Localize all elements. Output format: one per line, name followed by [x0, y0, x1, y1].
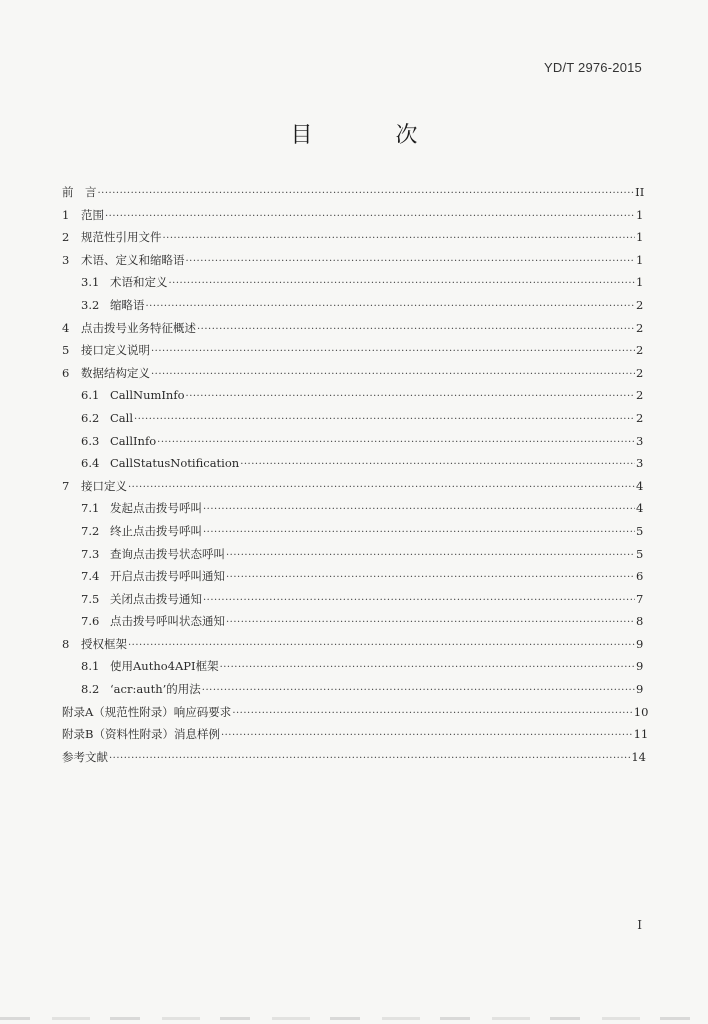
toc-entry-page: 5 [636, 523, 644, 538]
toc-entry[interactable] [62, 633, 642, 656]
toc-leader-dots [151, 341, 635, 364]
toc-leader-dots [221, 725, 633, 748]
toc-entry-label: 点击拨号业务特征概述 [81, 320, 196, 335]
toc-entry-page: 9 [636, 659, 644, 674]
toc-title: 目 次 [290, 123, 456, 148]
toc-entry-label: ‘acr:auth’的用法 [110, 682, 201, 697]
toc-entry-label: 开启点击拨号呼叫通知 [110, 569, 225, 584]
toc-entry-label: 规范性引用文件 [81, 230, 162, 245]
toc-entry-number: 8.1 [81, 659, 100, 674]
toc-leader-dots [202, 680, 635, 703]
toc-leader-dots [128, 635, 635, 658]
toc-entry-number: 3 [62, 252, 70, 267]
toc-entry[interactable] [62, 701, 649, 724]
toc-entry-page: 9 [636, 682, 644, 697]
toc-entry-page: 5 [636, 546, 644, 561]
toc-entry-label: 前 言 [62, 185, 97, 199]
toc-entry-page: 2 [636, 410, 644, 425]
toc-entry[interactable] [62, 339, 642, 362]
toc-leader-dots [186, 251, 636, 274]
toc-entry-label: 关闭点击拨号通知 [110, 591, 202, 606]
toc-entry-page: 2 [636, 388, 644, 403]
toc-entry[interactable] [62, 384, 642, 407]
toc-leader-dots [203, 522, 635, 545]
toc-leader-dots [134, 409, 635, 432]
toc-entry-label: 术语、定义和缩略语 [81, 252, 185, 267]
table-of-contents [62, 181, 649, 768]
toc-entry-number: 7.4 [81, 569, 100, 584]
toc-entry-page: 9 [636, 636, 644, 651]
toc-entry[interactable] [62, 271, 642, 294]
toc-entry-number: 7.2 [81, 523, 100, 538]
toc-entry[interactable] [62, 226, 642, 249]
toc-entry-number: 3.1 [81, 275, 100, 290]
toc-entry-page: 4 [636, 501, 644, 516]
toc-entry-number: 2 [62, 230, 70, 245]
toc-leader-dots [220, 657, 635, 680]
toc-entry[interactable] [62, 588, 642, 611]
toc-leader-dots [169, 273, 636, 296]
toc-entry-label: 附录B（资料性附录）消息样例 [62, 727, 220, 742]
toc-entry-label: 发起点击拨号呼叫 [110, 501, 202, 516]
toc-entry-number: 6.3 [81, 433, 100, 448]
toc-leader-dots [203, 499, 635, 522]
toc-entry[interactable] [62, 249, 642, 272]
toc-leader-dots [105, 206, 635, 229]
toc-entry-page: 1 [636, 230, 644, 245]
toc-entry-label: 附录A（规范性附录）响应码要求 [62, 704, 232, 719]
toc-entry-page: 10 [633, 704, 649, 719]
toc-entry-page: 2 [636, 365, 644, 380]
toc-entry-label: CallStatusNotification [110, 456, 240, 471]
toc-entry[interactable] [62, 181, 645, 204]
toc-entry-label: 点击拨号呼叫状态通知 [110, 614, 225, 629]
toc-leader-dots [232, 703, 632, 726]
toc-entry-number: 6.1 [81, 388, 100, 403]
toc-entry-number: 3.2 [81, 297, 100, 312]
toc-entry-page: 2 [636, 343, 644, 358]
toc-entry-page: 3 [636, 433, 644, 448]
toc-entry-page: 2 [636, 297, 644, 312]
toc-entry-page: 1 [636, 275, 644, 290]
toc-entry-page: 4 [636, 478, 644, 493]
toc-entry-page: 7 [636, 591, 644, 606]
toc-entry[interactable] [62, 746, 646, 769]
toc-leader-dots [203, 590, 635, 613]
toc-entry-label: 使用Autho4API框架 [110, 659, 219, 674]
toc-entry-number: 5 [62, 343, 70, 358]
toc-entry-number: 8 [62, 636, 70, 651]
toc-entry-label: 数据结构定义 [81, 365, 150, 380]
toc-entry-number: 1 [62, 207, 70, 222]
toc-entry-label: 授权框架 [81, 636, 127, 651]
toc-entry[interactable] [62, 430, 642, 453]
toc-leader-dots [226, 567, 635, 590]
toc-entry-label: 查询点击拨号状态呼叫 [110, 546, 225, 561]
toc-entry-number: 7.5 [81, 591, 100, 606]
toc-entry-page: 8 [636, 614, 644, 629]
toc-entry-page: 11 [633, 727, 649, 742]
toc-entry-page: 1 [636, 252, 644, 267]
toc-entry[interactable] [62, 655, 642, 678]
toc-entry-label: Call [110, 410, 134, 425]
toc-entry-label: CallInfo [110, 433, 157, 448]
toc-entry-label: 参考文献 [62, 749, 108, 764]
toc-leader-dots [109, 748, 630, 771]
toc-entry-label: 接口定义说明 [81, 343, 150, 358]
toc-entry-number: 7.1 [81, 501, 100, 516]
toc-leader-dots [146, 296, 636, 319]
toc-leader-dots [226, 545, 635, 568]
toc-leader-dots [128, 477, 635, 500]
toc-entry[interactable] [62, 497, 642, 520]
toc-leader-dots [197, 319, 635, 342]
toc-leader-dots [186, 386, 635, 409]
toc-entry-page: 6 [636, 569, 644, 584]
toc-entry-number: 7 [62, 478, 70, 493]
toc-entry-page: 2 [636, 320, 644, 335]
toc-leader-dots [226, 612, 635, 635]
toc-entry[interactable] [62, 475, 642, 498]
toc-leader-dots [163, 228, 636, 251]
toc-entry[interactable] [62, 565, 642, 588]
toc-entry-label: 缩略语 [110, 297, 145, 312]
toc-entry-number: 4 [62, 320, 70, 335]
toc-entry-page: II [635, 185, 645, 199]
toc-entry-number: 6.4 [81, 456, 100, 471]
toc-entry-label: 终止点击拨号呼叫 [110, 523, 202, 538]
toc-entry[interactable] [62, 520, 642, 543]
toc-entry-label: CallNumInfo [110, 388, 185, 403]
toc-entry[interactable] [62, 678, 642, 701]
toc-entry[interactable] [62, 204, 642, 227]
toc-leader-dots [157, 432, 635, 455]
toc-entry-page: 3 [636, 456, 644, 471]
toc-leader-dots [151, 364, 635, 387]
toc-entry[interactable] [62, 407, 642, 430]
toc-entry-label: 术语和定义 [110, 275, 168, 290]
toc-entry-page: 1 [636, 207, 644, 222]
toc-entry[interactable] [62, 723, 649, 746]
toc-entry[interactable] [62, 543, 642, 566]
toc-entry-label: 接口定义 [81, 478, 127, 493]
page-number: I [637, 918, 642, 932]
toc-entry[interactable] [62, 294, 642, 317]
toc-entry-number: 7.6 [81, 614, 100, 629]
toc-entry-number: 7.3 [81, 546, 100, 561]
toc-entry-page: 14 [631, 749, 646, 764]
toc-entry-number: 6.2 [81, 410, 100, 425]
toc-entry[interactable] [62, 362, 642, 385]
document-id: YD/T 2976-2015 [544, 60, 642, 75]
toc-entry[interactable] [62, 452, 642, 475]
toc-entry-label: 范围 [81, 207, 104, 222]
toc-entry[interactable] [62, 610, 642, 633]
toc-entry-number: 6 [62, 365, 70, 380]
toc-leader-dots [240, 454, 635, 477]
toc-entry[interactable] [62, 317, 642, 340]
toc-leader-dots [98, 183, 635, 206]
scan-edge-artifact [0, 1017, 708, 1020]
toc-entry-number: 8.2 [81, 682, 100, 697]
